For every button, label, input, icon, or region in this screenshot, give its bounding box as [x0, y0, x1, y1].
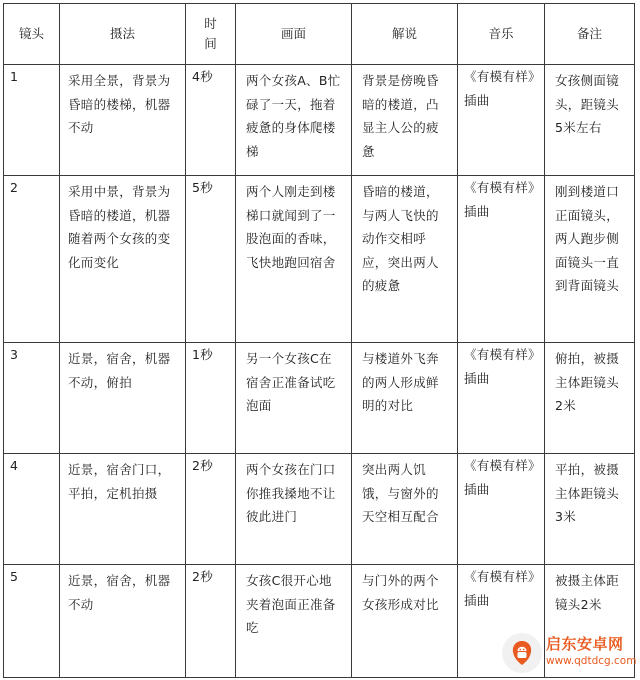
site-watermark: [502, 630, 637, 676]
table-row: [4, 176, 635, 343]
header-technique: 摄法: [60, 4, 186, 65]
storyboard-table: [3, 3, 635, 678]
cell-shot-no: 4: [4, 454, 60, 565]
header-time-line2: 间: [204, 36, 217, 51]
cell-narration: 突出两人饥饿，与窗外的天空相互配合: [352, 454, 458, 565]
table-row: [4, 65, 635, 176]
cell-narration: 背景是傍晚昏暗的楼道，凸显主人公的疲惫: [352, 65, 458, 176]
cell-music: 《有模有样》插曲: [458, 565, 545, 678]
header-row: [4, 4, 635, 65]
header-shot-no: 镜头: [4, 4, 60, 65]
watermark-name: 启东安卓网: [546, 635, 624, 653]
cell-time: 2秒: [186, 565, 236, 678]
header-narration: 解说: [352, 4, 458, 65]
cell-frame: 另一个女孩C在宿舍正准备试吃泡面: [236, 343, 352, 454]
header-time-line1: 时: [204, 16, 217, 31]
header-notes: 备注: [545, 4, 635, 65]
cell-frame: 两个人刚走到楼梯口就闻到了一股泡面的香味，飞快地跑回宿舍: [236, 176, 352, 343]
cell-music: 《有模有样》插曲: [458, 343, 545, 454]
cell-notes: 女孩侧面镜头，距镜头5米左右: [545, 65, 635, 176]
cell-music: 《有模有样》插曲: [458, 454, 545, 565]
watermark-url: www.qdtdcg.com: [546, 655, 637, 667]
cell-shot-no: 1: [4, 65, 60, 176]
table-row: [4, 343, 635, 454]
cell-time: 1秒: [186, 343, 236, 454]
cell-technique: 采用中景，背景为昏暗的楼道，机器随着两个女孩的变化而变化: [60, 176, 186, 343]
cell-notes: 被摄主体距镜头2米: [545, 565, 635, 678]
cell-shot-no: 2: [4, 176, 60, 343]
cell-technique: 采用全景，背景为昏暗的楼梯，机器不动: [60, 65, 186, 176]
cell-frame: 两个女孩A、B忙碌了一天，拖着疲惫的身体爬楼梯: [236, 65, 352, 176]
header-time: [186, 4, 236, 65]
android-logo-icon: [502, 633, 542, 673]
cell-frame: 两个女孩在门口你推我搡地不让彼此进门: [236, 454, 352, 565]
header-frame: 画面: [236, 4, 352, 65]
cell-narration: 与楼道外飞奔的两人形成鲜明的对比: [352, 343, 458, 454]
cell-music: 《有模有样》插曲: [458, 176, 545, 343]
table-row: [4, 454, 635, 565]
cell-notes: 刚到楼道口正面镜头，两人跑步侧面镜头一直到背面镜头: [545, 176, 635, 343]
cell-technique: 近景，宿舍，机器不动，俯拍: [60, 343, 186, 454]
cell-technique: 近景，宿舍门口，平拍，定机拍摄: [60, 454, 186, 565]
cell-shot-no: 3: [4, 343, 60, 454]
cell-shot-no: 5: [4, 565, 60, 678]
cell-notes: 平拍，被摄主体距镜头3米: [545, 454, 635, 565]
cell-time: 2秒: [186, 454, 236, 565]
cell-time: 4秒: [186, 65, 236, 176]
cell-narration: 昏暗的楼道，与两人飞快的动作交相呼应，突出两人的疲惫: [352, 176, 458, 343]
cell-time: 5秒: [186, 176, 236, 343]
cell-narration: 与门外的两个女孩形成对比: [352, 565, 458, 678]
cell-music: 《有模有样》插曲: [458, 65, 545, 176]
cell-notes: 俯拍，被摄主体距镜头2米: [545, 343, 635, 454]
cell-technique: 近景，宿舍，机器不动: [60, 565, 186, 678]
cell-frame: 女孩C很开心地夹着泡面正准备吃: [236, 565, 352, 678]
header-music: 音乐: [458, 4, 545, 65]
